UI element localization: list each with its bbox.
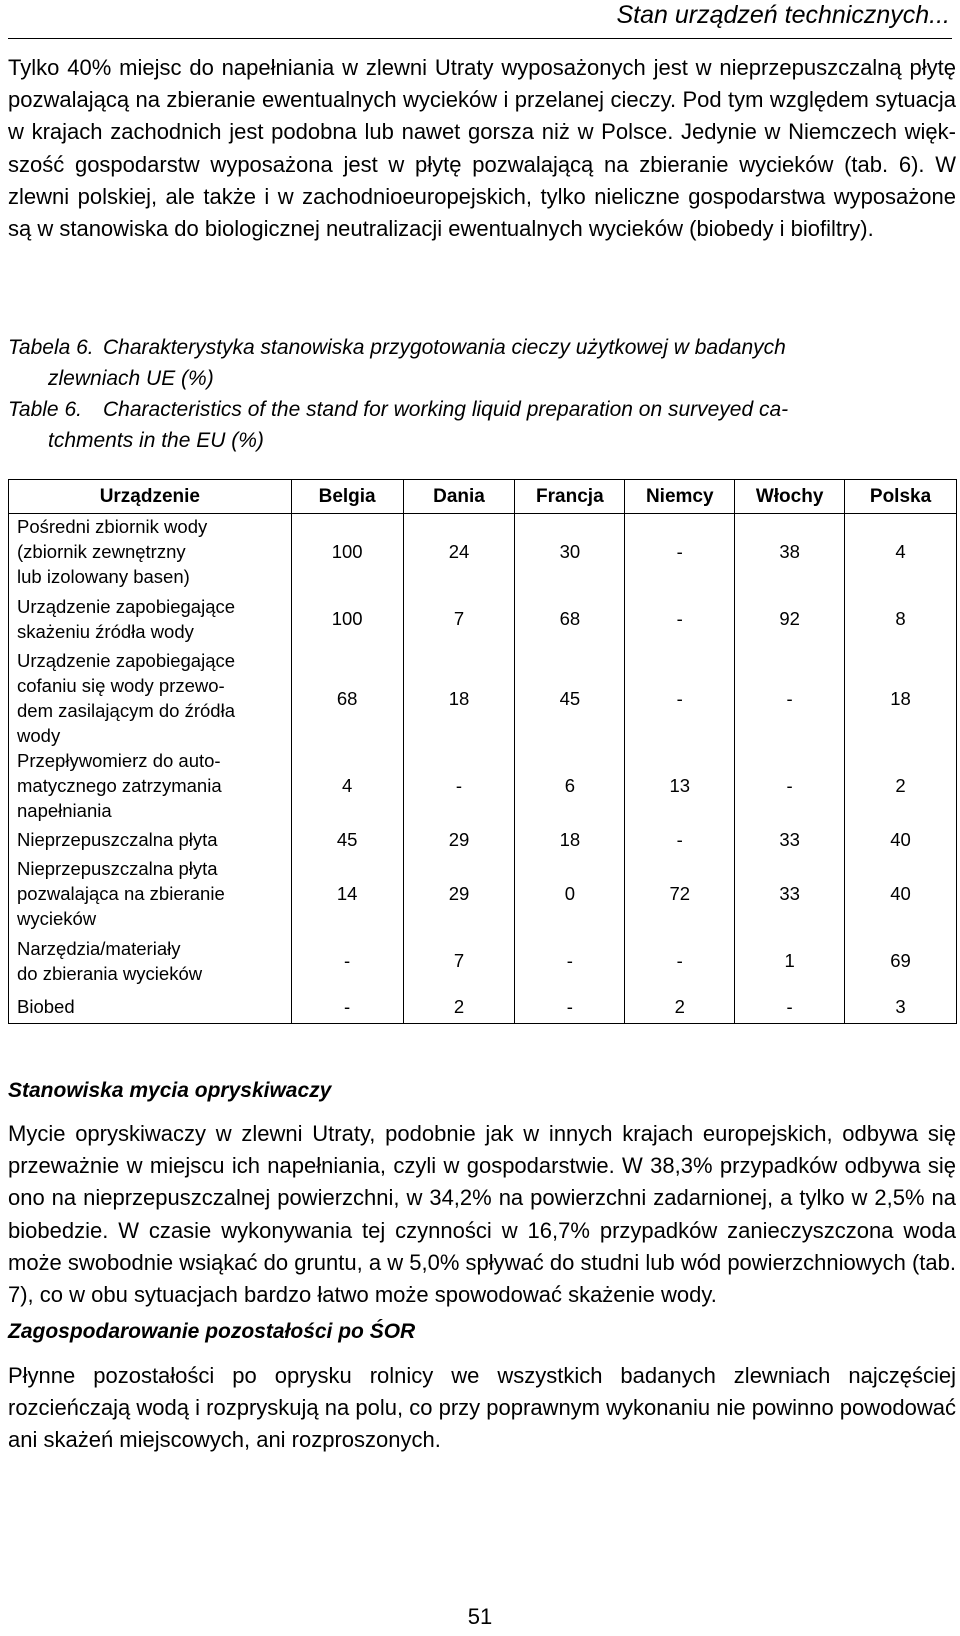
section-heading-residues: Zagospodarowanie pozostałości po ŚOR	[8, 1320, 416, 1343]
header-cell: Polska	[845, 480, 957, 514]
value-cell-włochy: 92	[735, 589, 845, 648]
row-label-line: Urządzenie zapobiegające	[17, 595, 236, 617]
value-cell-polska: 3	[845, 990, 957, 1023]
value-cell-polska: 40	[845, 856, 957, 931]
row-label-line: Nieprzepuszczalna płyta	[17, 858, 218, 879]
value-cell-włochy: 1	[735, 931, 845, 990]
row-label-line: skażeniu źródła wody	[17, 620, 194, 642]
row-label-line: matycznego zatrzymania	[17, 775, 222, 796]
value-cell-dania: 24	[403, 514, 515, 590]
header-rule	[8, 38, 952, 39]
value-cell-belgia: 45	[291, 823, 403, 856]
value-cell-włochy: -	[735, 748, 845, 823]
value-cell-niemcy: -	[625, 648, 735, 748]
row-label-cell	[9, 748, 292, 823]
value-cell-francja: 68	[515, 589, 625, 648]
caption-pl-number: Tabela 6.	[8, 336, 94, 359]
header-cell: Belgia	[291, 480, 403, 514]
value-cell-dania: 2	[403, 990, 515, 1023]
washing-paragraph: Mycie opryskiwaczy w zlewni Utraty, podobnie jak w innych krajach europejskich, odbywa się przeważnie w miejscu ich napełniania, czyli w gospodarstwie. W 38,3% przypadków odbywa się ono na nieprzepuszczalnej powierzchni, w 34,2% na powierzchni zadarnionej, a tylko w 2,5% na biobedzie. W czasie wykonywania tej czynności w 16,7% przypadków zanieczyszczona woda może swobodnie wsiąkać do gruntu, a w 5,0% spływać do studni lub wód powierzchniowych (tab. 7), co w obu sytuacjach bardzo łatwo może spowodować skażenie wody.	[8, 1121, 956, 1308]
table-header-row	[9, 480, 957, 514]
row-label-line: Przepływomierz do auto-	[17, 750, 221, 771]
row-label-line: (zbiornik zewnętrzny	[17, 541, 186, 562]
value-cell-belgia: 68	[291, 648, 403, 748]
value-cell-niemcy: 72	[625, 856, 735, 931]
value-cell-polska: 69	[845, 931, 957, 990]
row-label-cell	[9, 823, 292, 856]
value-cell-dania: 29	[403, 856, 515, 931]
section-heading-washing: Stanowiska mycia opryskiwaczy	[8, 1079, 332, 1102]
caption-en-line2: tchments in the EU (%)	[48, 429, 264, 452]
row-label-line: napełniania	[17, 800, 112, 821]
value-cell-niemcy: -	[625, 514, 735, 590]
table-row	[9, 648, 957, 748]
value-cell-francja: 30	[515, 514, 625, 590]
value-cell-niemcy: -	[625, 823, 735, 856]
table-row	[9, 748, 957, 823]
value-cell-belgia: 100	[291, 514, 403, 590]
row-label-line: lub izolowany basen)	[17, 566, 190, 587]
value-cell-włochy: 38	[735, 514, 845, 590]
value-cell-włochy: 33	[735, 856, 845, 931]
row-label-cell	[9, 648, 292, 748]
row-label-cell	[9, 514, 292, 590]
value-cell-polska: 18	[845, 648, 957, 748]
table-row	[9, 856, 957, 931]
header-cell: Francja	[515, 480, 625, 514]
value-cell-belgia: -	[291, 931, 403, 990]
value-cell-francja: -	[515, 990, 625, 1023]
value-cell-dania: 7	[403, 589, 515, 648]
value-cell-francja: 0	[515, 856, 625, 931]
row-label-line: pozwalająca na zbieranie	[17, 883, 225, 904]
residues-paragraph: Płynne pozostałości po oprysku rolnicy we wszystkich badanych zlewniach najczęściej rozcieńczają wodą i rozpryskują na polu, co przy poprawnym wykonaniu nie powinno powodować ani skażeń miejscowych, ani rozproszonych.	[8, 1363, 956, 1453]
table-body	[9, 514, 957, 1024]
value-cell-polska: 2	[845, 748, 957, 823]
row-label-line: wycieków	[17, 908, 97, 929]
value-cell-dania: 18	[403, 648, 515, 748]
row-label-line: do zbierania wycieków	[17, 962, 203, 984]
header-cell: Dania	[403, 480, 515, 514]
value-cell-belgia: 14	[291, 856, 403, 931]
table-row	[9, 931, 957, 990]
value-cell-niemcy: 2	[625, 990, 735, 1023]
value-cell-dania: 7	[403, 931, 515, 990]
value-cell-polska: 4	[845, 514, 957, 590]
table-row	[9, 589, 957, 648]
row-label-cell	[9, 990, 292, 1023]
value-cell-włochy: 33	[735, 823, 845, 856]
row-label-cell	[9, 931, 292, 990]
value-cell-belgia: 4	[291, 748, 403, 823]
value-cell-polska: 8	[845, 589, 957, 648]
header-cell: Włochy	[735, 480, 845, 514]
running-header: Stan urządzeń technicznych...	[616, 1, 950, 29]
table-row	[9, 514, 957, 590]
row-label-line: wody	[17, 725, 61, 746]
caption-pl-line1: Charakterystyka stanowiska przygotowania cieczy użytkowej w badanych	[103, 336, 786, 359]
page-number: 51	[467, 1604, 493, 1629]
value-cell-francja: -	[515, 931, 625, 990]
row-label-line: Pośredni zbiornik wody	[17, 516, 208, 537]
value-cell-belgia: 100	[291, 589, 403, 648]
caption-en-line1: Characteristics of the stand for working liquid preparation on surveyed ca-	[103, 398, 789, 421]
value-cell-niemcy: -	[625, 589, 735, 648]
value-cell-dania: -	[403, 748, 515, 823]
value-cell-belgia: -	[291, 990, 403, 1023]
row-label-line: cofaniu się wody przewo-	[17, 675, 225, 696]
row-label-cell	[9, 589, 292, 648]
value-cell-niemcy: -	[625, 931, 735, 990]
intro-paragraph: Tylko 40% miejsc do napełniania w zlewni Utraty wyposażonych jest w nieprzepuszczalną płytę pozwalającą na zbieranie ewentualnych wycieków i przelanej cieczy. Pod tym względem sytuacja w krajach zachodnich jest podobna lub nawet gorsza niż w Polsce. Jedynie w Niemczech większość gospodarstw wyposażona jest w płytę pozwalającą na zbieranie wycieków (tab. 6). W zlewni polskiej, ale także i w zachodnioeuropejskich, tylko nieliczne gospodarstwa wyposażone są w stanowiska do biologicznej neutralizacji ewentualnych wycieków (biobedy i biofiltry).	[8, 55, 956, 242]
table-row	[9, 823, 957, 856]
data-table	[8, 479, 957, 1024]
value-cell-włochy: -	[735, 990, 845, 1023]
row-label-line: Biobed	[17, 995, 75, 1017]
row-label-line: Urządzenie zapobiegające	[17, 650, 236, 671]
row-label-line: dem zasilającym do źródła	[17, 700, 235, 721]
table-row	[9, 990, 957, 1023]
header-cell: Niemcy	[625, 480, 735, 514]
caption-pl-line2: zlewniach UE (%)	[48, 367, 214, 390]
caption-en-number: Table 6.	[8, 398, 82, 421]
value-cell-francja: 18	[515, 823, 625, 856]
value-cell-francja: 45	[515, 648, 625, 748]
header-cell: Urządzenie	[9, 480, 292, 514]
row-label-line: Nieprzepuszczalna płyta	[17, 829, 218, 850]
value-cell-niemcy: 13	[625, 748, 735, 823]
value-cell-polska: 40	[845, 823, 957, 856]
value-cell-dania: 29	[403, 823, 515, 856]
value-cell-francja: 6	[515, 748, 625, 823]
table-caption-en	[8, 394, 956, 456]
value-cell-włochy: -	[735, 648, 845, 748]
table-caption-pl	[8, 332, 956, 394]
row-label-line: Narzędzia/materiały	[17, 937, 181, 959]
row-label-cell	[9, 856, 292, 931]
